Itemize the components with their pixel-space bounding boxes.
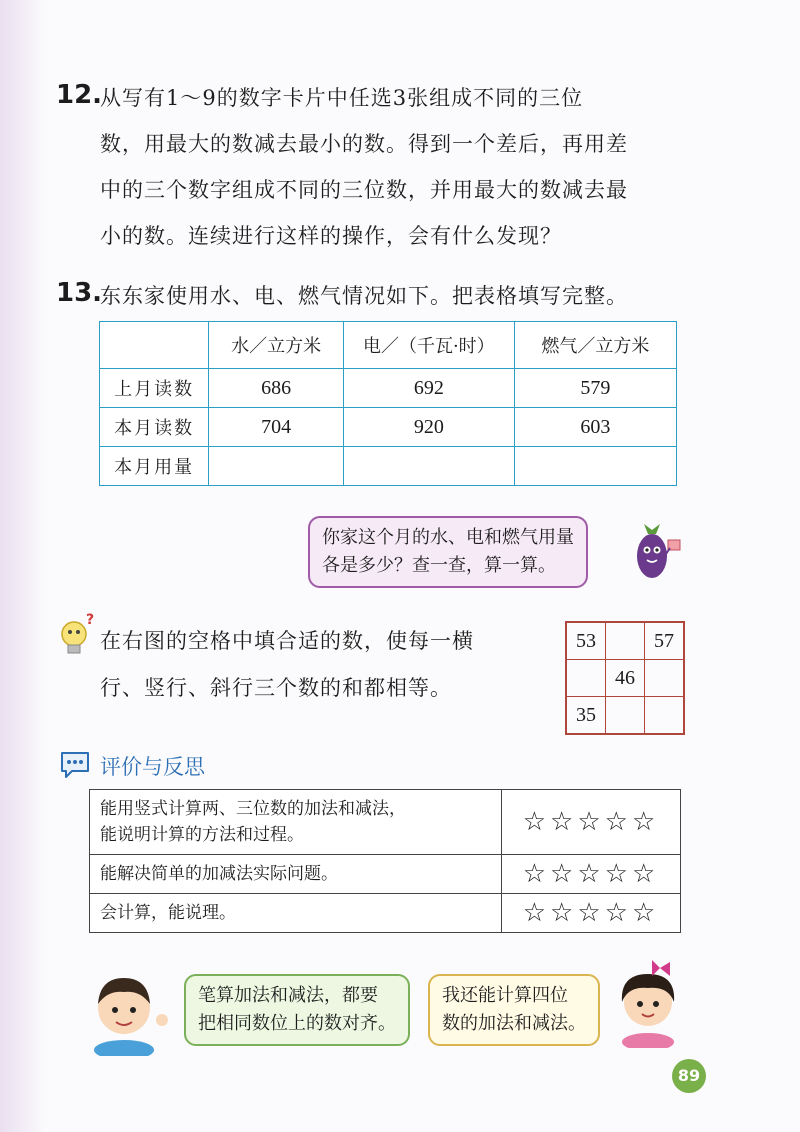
lightbulb-question-icon: [58, 612, 98, 658]
cell-value: 579: [514, 369, 676, 408]
criterion-line: 能用竖式计算两、三位数的加法和减法，: [100, 799, 406, 819]
q12-number: 12.: [56, 80, 103, 110]
cell-value: 603: [514, 408, 676, 447]
boy-character-icon: [84, 968, 174, 1056]
evaluation-criterion: [90, 855, 502, 894]
grid-row: [566, 660, 684, 697]
star-rating[interactable]: ☆☆☆☆☆: [502, 790, 681, 855]
usage-table: [99, 321, 677, 486]
evaluation-title: 评价与反思: [100, 755, 205, 779]
bubble-line: 把相同数位上的数对齐。: [198, 1013, 396, 1034]
grid-cell: 57: [645, 622, 685, 660]
grid-cell: 46: [606, 660, 645, 697]
evaluation-row: [90, 790, 681, 855]
bubble-line: 你家这个月的水、电和燃气用量: [322, 527, 574, 548]
cell-value: 920: [343, 408, 514, 447]
q12-line-1: 从写有1～9的数字卡片中任选3张组成不同的三位: [100, 86, 584, 110]
girl-speech-bubble: [428, 974, 600, 1046]
grid-blank-cell[interactable]: [606, 622, 645, 660]
evaluation-row: [90, 894, 681, 933]
star-rating[interactable]: ☆☆☆☆☆: [502, 855, 681, 894]
grid-blank-cell[interactable]: [645, 660, 685, 697]
blank-answer-cell[interactable]: [514, 447, 676, 486]
evaluation-row: [90, 855, 681, 894]
header-water: 水／立方米: [209, 322, 344, 369]
grid-blank-cell[interactable]: [606, 697, 645, 735]
criterion-line: 会计算，能说理。: [100, 903, 236, 923]
bubble-line: 各是多少？查一查，算一算。: [322, 555, 556, 576]
q13-number: 13.: [56, 278, 103, 308]
evaluation-criterion: [90, 790, 502, 855]
magic-square-grid: [565, 621, 685, 735]
q12-line-3: 中的三个数字组成不同的三位数，并用最大的数减去最: [100, 178, 628, 202]
eggplant-mascot-icon: [622, 518, 684, 582]
q12-line-2: 数，用最大的数减去最小的数。得到一个差后，再用差: [100, 132, 628, 156]
table-row: [100, 369, 677, 408]
grid-row: [566, 697, 684, 735]
evaluation-criterion: [90, 894, 502, 933]
bubble-line: 我还能计算四位: [442, 985, 568, 1006]
q13-text: 东东家使用水、电、燃气情况如下。把表格填写完整。: [100, 284, 628, 308]
girl-character-icon: [608, 956, 688, 1048]
cell-value: 686: [209, 369, 344, 408]
cell-value: 704: [209, 408, 344, 447]
table-row: [100, 447, 677, 486]
page-edge: [0, 0, 46, 1132]
grid-blank-cell[interactable]: [645, 697, 685, 735]
criterion-line: 能解决简单的加减法实际问题。: [100, 864, 338, 884]
star-rating[interactable]: ☆☆☆☆☆: [502, 894, 681, 933]
table-corner-cell: [100, 322, 209, 369]
criterion-line: 能说明计算的方法和过程。: [100, 825, 304, 845]
evaluation-table: [89, 789, 681, 933]
chat-bubble-icon: [58, 749, 92, 781]
cell-value: 692: [343, 369, 514, 408]
grid-blank-cell[interactable]: [566, 660, 606, 697]
table-header-row: [100, 322, 677, 369]
bubble-line: 数的加法和减法。: [442, 1013, 586, 1034]
grid-row: [566, 622, 684, 660]
blank-answer-cell[interactable]: [343, 447, 514, 486]
blank-answer-cell[interactable]: [209, 447, 344, 486]
usage-speech-bubble: [308, 516, 588, 588]
row-label: 本月用量: [100, 447, 209, 486]
boy-speech-bubble: [184, 974, 410, 1046]
grid-cell: 53: [566, 622, 606, 660]
puzzle-line-1: 在右图的空格中填合适的数，使每一横: [100, 629, 474, 653]
page-number-badge: 89: [672, 1059, 706, 1093]
header-electricity: 电／（千瓦·时）: [343, 322, 514, 369]
bubble-line: 笔算加法和减法，都要: [198, 985, 378, 1006]
puzzle-line-2: 行、竖行、斜行三个数的和都相等。: [100, 676, 452, 700]
q12-line-4: 小的数。连续进行这样的操作，会有什么发现？: [100, 224, 562, 248]
svg-text:?: ?: [86, 612, 95, 628]
row-label: 上月读数: [100, 369, 209, 408]
header-gas: 燃气／立方米: [514, 322, 676, 369]
row-label: 本月读数: [100, 408, 209, 447]
table-row: [100, 408, 677, 447]
grid-cell: 35: [566, 697, 606, 735]
